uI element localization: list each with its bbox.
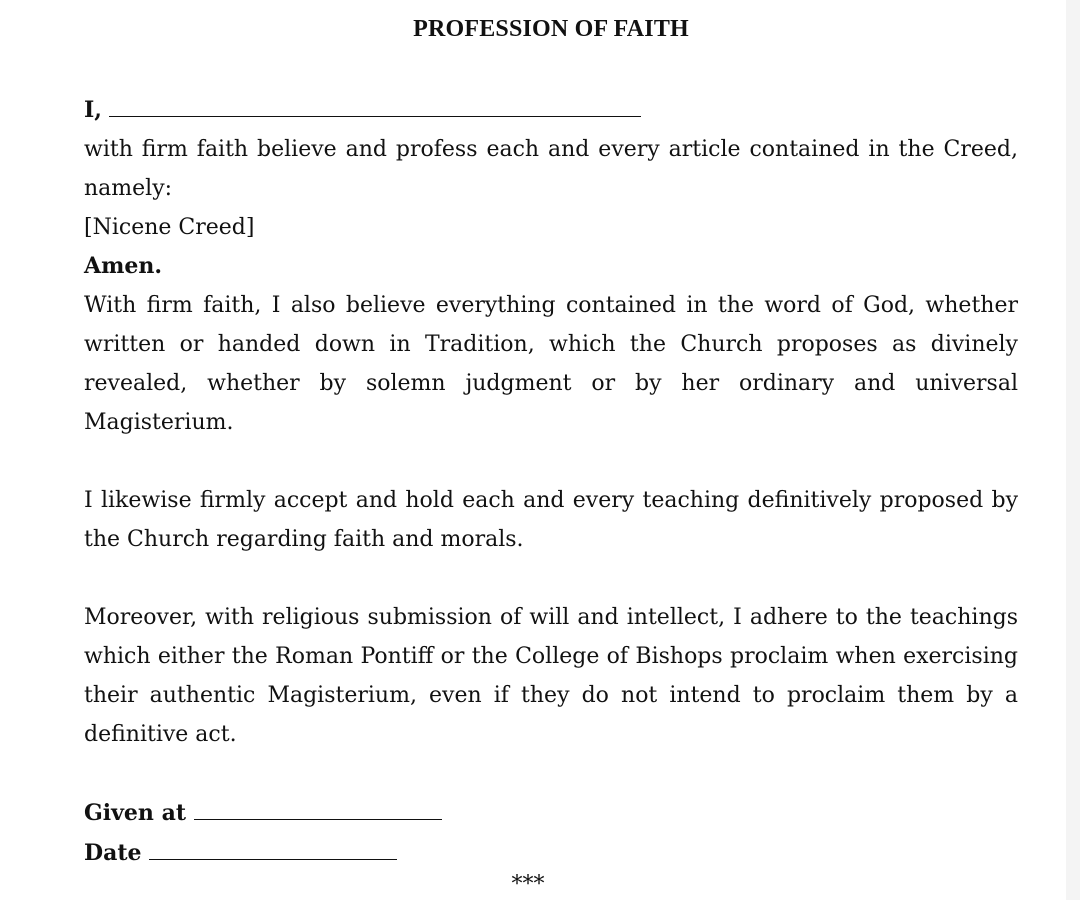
given-at-line <box>84 793 1018 833</box>
paragraph-gap <box>84 442 1018 481</box>
title-spacer <box>84 44 1018 90</box>
given-at-label: Given at <box>84 800 186 826</box>
page-edge <box>1066 0 1080 900</box>
paragraph-word-of-god: With firm faith, I also believe everything contained in the word of God, whether written or handed down in Tradition, which the Church proposes as divinely revealed, whether by solemn judgment or by her ordinary and universal Magisterium. <box>84 293 1018 435</box>
paragraph-gap <box>84 754 1018 793</box>
date-label: Date <box>84 840 142 866</box>
date-line <box>84 833 1018 873</box>
section-separator: *** <box>511 872 545 897</box>
pledge-line <box>84 90 1018 130</box>
paragraph-magisterium: Moreover, with religious submission of will and intellect, I adhere to the teachings which either the Roman Pontiff or the College of Bishops proclaim when exercising their authentic Magisterium, even if they do not intend to proclaim them by a definitive act. <box>84 605 1018 747</box>
creed-placeholder: [Nicene Creed] <box>84 215 255 240</box>
paragraph-gap <box>84 559 1018 598</box>
given-at-blank-field[interactable] <box>194 793 442 820</box>
pledge-continuation: with firm faith believe and profess each and every article contained in the Creed, namely: <box>84 137 1018 201</box>
name-blank-field[interactable] <box>109 90 641 117</box>
pledge-prefix: I, <box>84 97 102 123</box>
date-blank-field[interactable] <box>149 833 397 860</box>
paragraph-faith-and-morals: I likewise firmly accept and hold each and every teaching definitively proposed by the Church regarding faith and morals. <box>84 488 1018 552</box>
amen-text: Amen. <box>84 253 162 279</box>
document-title: PROFESSION OF FAITH <box>413 16 689 42</box>
document-page <box>84 14 1018 897</box>
